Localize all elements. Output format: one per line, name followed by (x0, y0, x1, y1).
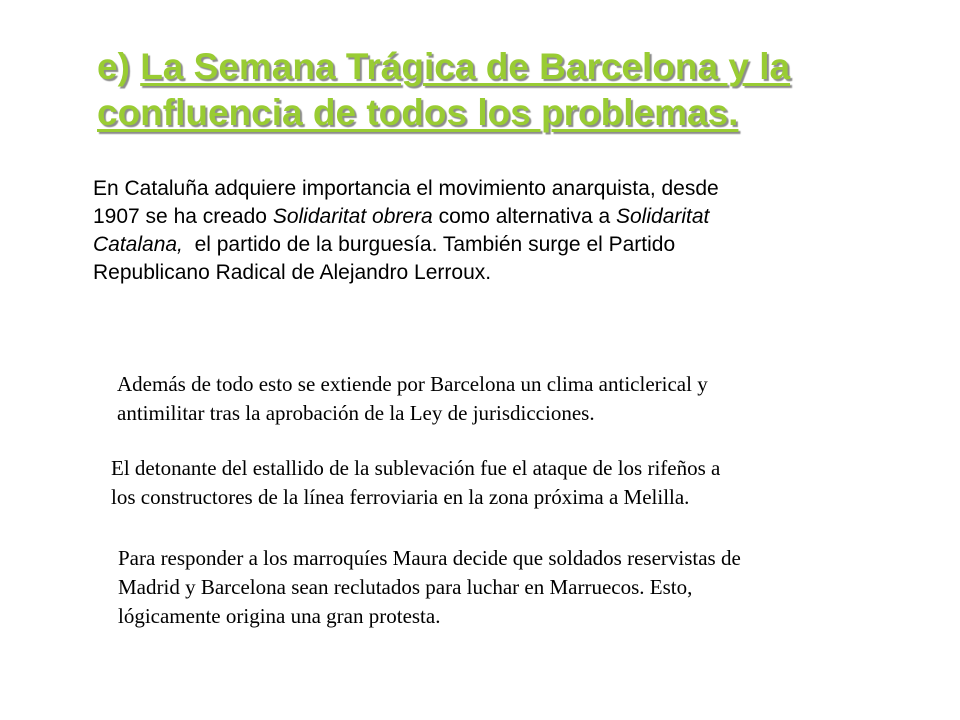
paragraph-detonante-line-1: El detonante del estallido de la sublevación fue el ataque de los rifeños a (111, 456, 721, 480)
paragraph-detonante-line-2: los constructores de la línea ferroviaria en la zona próxima a Melilla. (111, 485, 690, 509)
intro-line-3-em: Catalana, (93, 233, 183, 256)
paragraph-anticlerical-line-1: Además de todo esto se extiende por Barcelona un clima anticlerical y (117, 372, 708, 396)
slide-title-line-1 (97, 44, 927, 90)
slide-title-prefix: e) (97, 46, 141, 87)
paragraph-detonante (111, 454, 921, 512)
intro-line-1: En Cataluña adquiere importancia el movimiento anarquista, desde (93, 177, 719, 200)
slide-title-text-1: La Semana Trágica de Barcelona y la (140, 46, 791, 87)
paragraph-anticlerical-line-2: antimilitar tras la aprobación de la Ley de jurisdicciones. (117, 401, 595, 425)
intro-line-2-em: Solidaritat obrera (272, 205, 433, 228)
paragraph-reservistas-line-2: Madrid y Barcelona sean reclutados para luchar en Marruecos. Esto, (118, 575, 693, 599)
paragraph-reservistas (118, 544, 928, 631)
intro-line-2 (93, 203, 903, 231)
slide-title (97, 44, 927, 136)
paragraph-reservistas-line-3: lógicamente origina una gran protesta. (118, 604, 441, 628)
intro-line-4: Republicano Radical de Alejandro Lerroux. (93, 261, 492, 284)
paragraph-reservistas-line-1: Para responder a los marroquíes Maura decide que soldados reservistas de (118, 546, 741, 570)
intro-line-2-em2: Solidaritat (616, 205, 710, 228)
slide-title-text-2: confluencia de todos los problemas. (97, 92, 739, 133)
intro-paragraph (93, 175, 903, 287)
slide-title-line-2 (97, 90, 927, 136)
intro-line-2-a: 1907 se ha creado (93, 205, 273, 228)
intro-line-3 (93, 231, 903, 259)
paragraph-anticlerical (117, 370, 917, 428)
intro-line-3-b: el partido de la burguesía. También surge el Partido (182, 233, 676, 256)
intro-line-2-b: como alternativa a (432, 205, 616, 228)
